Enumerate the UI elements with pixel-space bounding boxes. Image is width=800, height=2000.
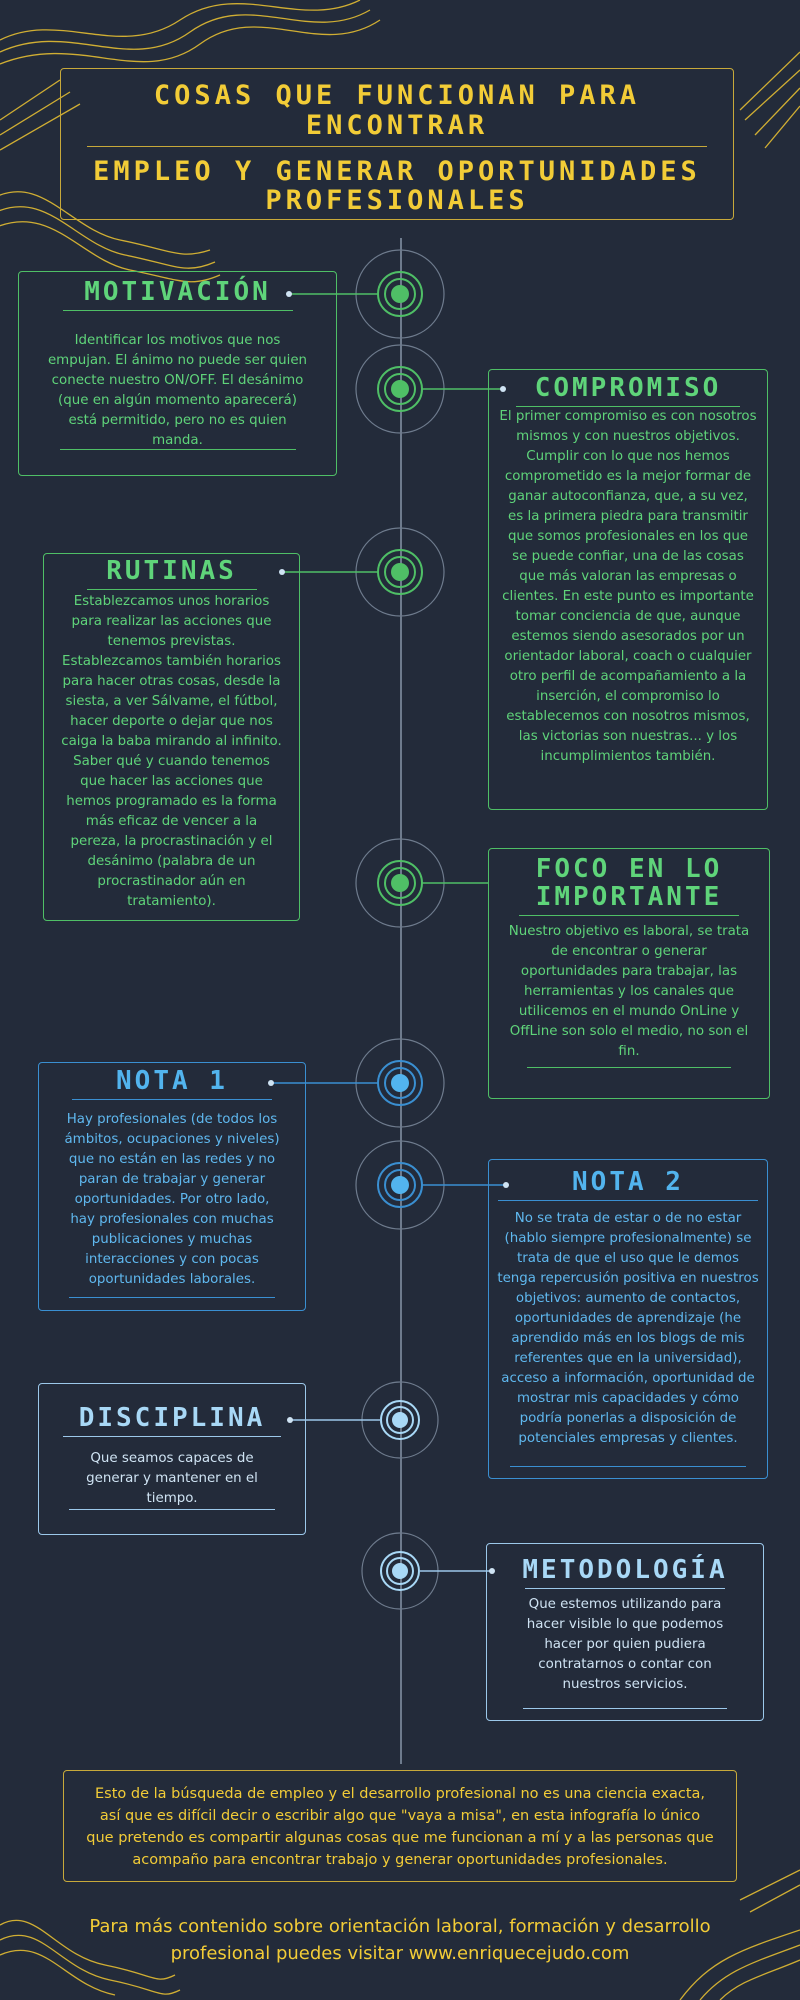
nota2-title-divider — [498, 1200, 758, 1201]
node-foco — [356, 839, 489, 927]
page-title-line2: EMPLEO Y GENERAR OPORTUNIDADES PROFESIONALES — [93, 156, 701, 216]
page-title-line1: COSAS QUE FUNCIONAN PARA ENCONTRAR — [153, 80, 641, 141]
nota1-title: NOTA 1 — [116, 1066, 228, 1096]
disclaimer-box — [63, 1770, 737, 1882]
card-disciplina — [38, 1383, 306, 1535]
node-disciplina — [287, 1382, 438, 1458]
nota2-bottom-divider — [510, 1466, 746, 1467]
card-rutinas — [43, 553, 300, 921]
card-nota2 — [488, 1159, 768, 1479]
nota1-title-divider — [72, 1099, 272, 1100]
foco-text: Nuestro objetivo es laboral, se trata de encontrar o generar oportunidades para trabajar, las herramientas y los canales que utilicemos en el mundo OnLine y OffLine son solo el medio, no son el fin. — [508, 924, 750, 1059]
disciplina-title: DISCIPLINA — [78, 1403, 266, 1433]
node-rutinas — [279, 528, 444, 616]
motivacion-bottom-divider — [60, 449, 296, 450]
compromiso-title: COMPROMISO — [534, 373, 722, 403]
card-motivacion — [18, 271, 337, 476]
disclaimer-text: Esto de la búsqueda de empleo y el desarrollo profesional no es una ciencia exacta, así que es difícil decir o escribir algo que "vaya a misa", en esta infografía lo único que pretendo es compartir algunas cosas que me funcionan a mí y a las personas que acompaño para encontrar trabajo y generar oportunidades profesionales. — [86, 1786, 714, 1868]
foco-title-line1: FOCO EN LO — [535, 854, 723, 884]
foco-bottom-divider — [527, 1067, 731, 1068]
motivacion-title: MOTIVACIÓN — [84, 277, 271, 307]
rutinas-title: RUTINAS — [106, 556, 237, 586]
card-foco — [488, 848, 770, 1099]
node-nota2 — [356, 1141, 509, 1229]
nota1-text: Hay profesionales (de todos los ámbitos, ocupaciones y niveles) que no están en las redes y no paran de trabajar y generar oportunidades. Por otro lado, hay profesionales con muchas publicaciones y muchas interacciones y con pocas oportunidades laborales. — [64, 1112, 280, 1287]
card-nota1 — [38, 1062, 306, 1311]
metodologia-title-divider — [525, 1588, 725, 1589]
nota1-bottom-divider — [69, 1297, 275, 1298]
motivacion-title-divider — [63, 310, 293, 311]
foco-title-line2: IMPORTANTE — [535, 882, 723, 912]
disciplina-bottom-divider — [69, 1509, 275, 1510]
nota2-title: NOTA 2 — [572, 1167, 684, 1197]
node-compromiso — [356, 345, 506, 433]
rutinas-text: Establezcamos unos horarios para realizar las acciones que tenemos previstas. Establezcamos también horarios para hacer otras cosas, desde la siesta, a ver Sálvame, el fútbol, hacer deporte o dejar que nos caiga la baba mirando al infinito. Saber qué y cuando tenemos que hacer las acciones que hemos programado es la forma más eficaz de vencer a la pereza, la procrastinación y el desánimo (palabra de un procrastinador aún en tratamiento). — [61, 594, 282, 909]
nota2-text: No se trata de estar o de no estar (hablo siempre profesionalmente) se trata de que el uso que le demos tenga repercusión positiva en nuestros objetivos: aumento de contactos, oportunidades de aprendizaje (he aprendido más en los blogs de mis referentes que en la universidad), acceso a información, oportunidad de mostrar mis capacidades y cómo podría ponerlas a disposición de potenciales empresas y clientes. — [497, 1211, 759, 1446]
metodologia-title: METODOLOGÍA — [522, 1555, 728, 1585]
motivacion-text: Identificar los motivos que nos empujan. El ánimo no puede ser quien conecte nuestro ON/OFF. El desánimo (que en algún momento aparecerá) está permitido, pero no es quien manda. — [47, 333, 308, 448]
website-link-text: Para más contenido sobre orientación laboral, formación y desarrollo profesional puedes visitar www.enriquecejudo.com — [89, 1916, 711, 1964]
card-compromiso — [488, 369, 768, 810]
card-metodologia — [486, 1543, 764, 1721]
foco-title-divider — [519, 915, 739, 916]
rutinas-title-divider — [87, 589, 257, 590]
disciplina-text: Que seamos capaces de generar y mantener en el tiempo. — [86, 1451, 258, 1506]
compromiso-text: El primer compromiso es con nosotros mismos y con nuestros objetivos. Cumplir con lo que nos hemos comprometido es la mejor formar de ganar autoconfianza, que, a su vez, es la primera piedra para transmitir que somos profesionales en los que se puede confiar, una de las cosas que más valoran las empresas o clientes. En este punto es importante tomar conciencia de que, aunque estemos siendo asesorados por un orientador laboral, coach o cualquier otro perfil de acompañamiento a la inserción, el compromiso lo establecemos con nosotros mismos, las victorias son nuestras... y los incumplimientos también. — [499, 409, 757, 764]
metodologia-text: Que estemos utilizando para hacer visible lo que podemos hacer por quien pudiera contratarnos o contar con nuestros servicios. — [526, 1597, 724, 1692]
metodologia-bottom-divider — [523, 1708, 727, 1709]
node-metodologia — [362, 1533, 495, 1609]
disciplina-title-divider — [63, 1436, 281, 1437]
